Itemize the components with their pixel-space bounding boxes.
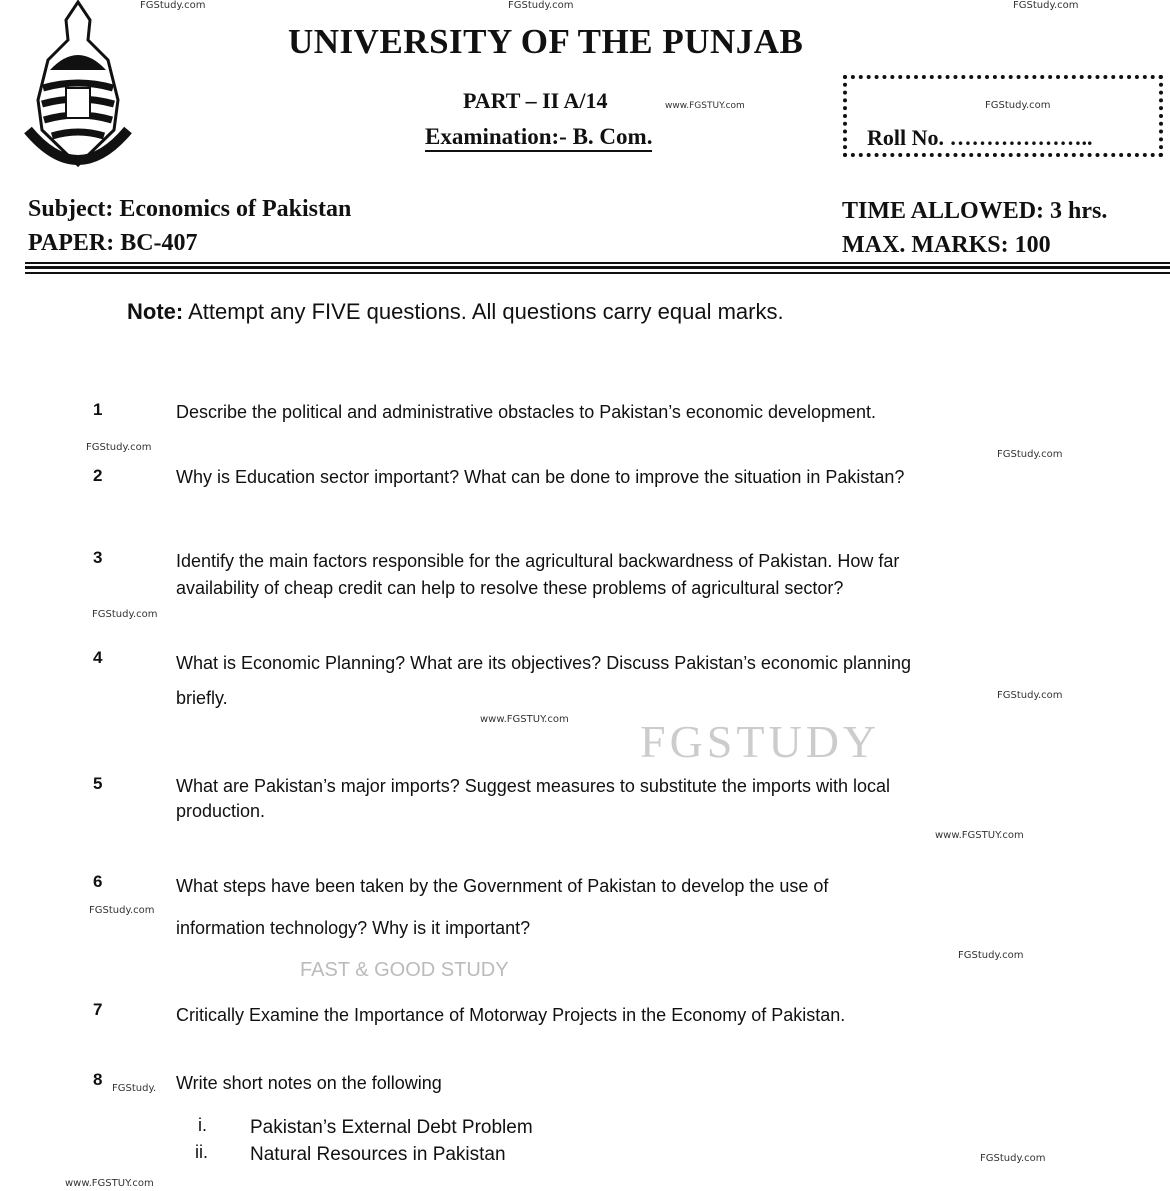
roll-number-box: [843, 75, 1163, 157]
watermark: www.FGSTUY.com: [480, 714, 569, 725]
question-text: briefly.: [176, 688, 228, 708]
subitem-text: Pakistan’s External Debt Problem: [250, 1117, 533, 1138]
max-marks: MAX. MARKS: 100: [842, 232, 1051, 258]
question-number: 6: [93, 872, 103, 891]
watermark: FGStudy.: [112, 1083, 157, 1094]
background-watermark: FGSTUDY: [640, 716, 881, 767]
subitem-number: i.: [198, 1115, 207, 1135]
note: [127, 299, 784, 325]
divider: [25, 272, 1170, 274]
divider: [25, 266, 1170, 269]
watermark: FGStudy.com: [997, 690, 1063, 701]
watermark: www.FGSTUY.com: [665, 101, 745, 111]
question-number: 4: [93, 648, 103, 667]
question-text: Describe the political and administrative obstacles to Pakistan’s economic development.: [176, 402, 877, 422]
question-number: 1: [93, 400, 103, 419]
question-number: 7: [93, 1000, 103, 1019]
paper-code: PAPER: BC-407: [28, 230, 198, 256]
question-text: production.: [176, 801, 266, 821]
question-text: Identify the main factors responsible for the agricultural backwardness of Pakistan. How far: [176, 551, 900, 571]
watermark: FGStudy.com: [140, 0, 206, 11]
university-logo-icon: [18, 0, 138, 175]
watermark: FGStudy.com: [89, 905, 155, 916]
watermark: www.FGSTUY.com: [65, 1178, 154, 1189]
question-text: What are Pakistan’s major imports? Suggest measures to substitute the imports with local: [176, 776, 890, 796]
university-title: UNIVERSITY OF THE PUNJAB: [288, 22, 804, 61]
watermark: FGStudy.com: [86, 442, 152, 453]
question-text: information technology? Why is it important?: [176, 918, 531, 938]
watermark: FGStudy.com: [92, 609, 158, 620]
watermark: FGStudy.com: [958, 950, 1024, 961]
roll-number-label: Roll No. ………………..: [867, 125, 1093, 150]
question-number: 3: [93, 548, 103, 567]
watermark: FGStudy.com: [980, 1153, 1046, 1164]
watermark: FAST & GOOD STUDY: [300, 959, 509, 981]
watermark: FGStudy.com: [1013, 0, 1079, 11]
question-number: 5: [93, 774, 103, 793]
watermark: FGStudy.com: [985, 100, 1051, 111]
question-text: Why is Education sector important? What can be done to improve the situation in Pakistan?: [176, 467, 905, 487]
question-text: Critically Examine the Importance of Motorway Projects in the Economy of Pakistan.: [176, 1005, 846, 1025]
subitem-number: ii.: [195, 1142, 208, 1162]
part-label: PART – II A/14: [463, 88, 608, 113]
divider: [25, 262, 1170, 264]
time-allowed: TIME ALLOWED: 3 hrs.: [842, 198, 1108, 224]
watermark: FGStudy.com: [997, 449, 1063, 460]
question-text: availability of cheap credit can help to resolve these problems of agricultural sector?: [176, 578, 844, 598]
examination-label: Examination:- B. Com.: [425, 124, 652, 152]
watermark: www.FGSTUY.com: [935, 830, 1024, 841]
question-text: What is Economic Planning? What are its objectives? Discuss Pakistan’s economic planning: [176, 653, 912, 673]
question-number: 8: [93, 1070, 103, 1089]
note-label: Note:: [127, 299, 184, 324]
subject-label: Subject: Economics of Pakistan: [28, 196, 352, 222]
watermark: FGStudy.com: [508, 0, 574, 11]
question-text: What steps have been taken by the Government of Pakistan to develop the use of: [176, 876, 829, 896]
question-number: 2: [93, 466, 103, 485]
note-text: Attempt any FIVE questions. All questions carry equal marks.: [183, 299, 784, 324]
subitem-text: Natural Resources in Pakistan: [250, 1144, 506, 1165]
question-text: Write short notes on the following: [176, 1073, 442, 1093]
